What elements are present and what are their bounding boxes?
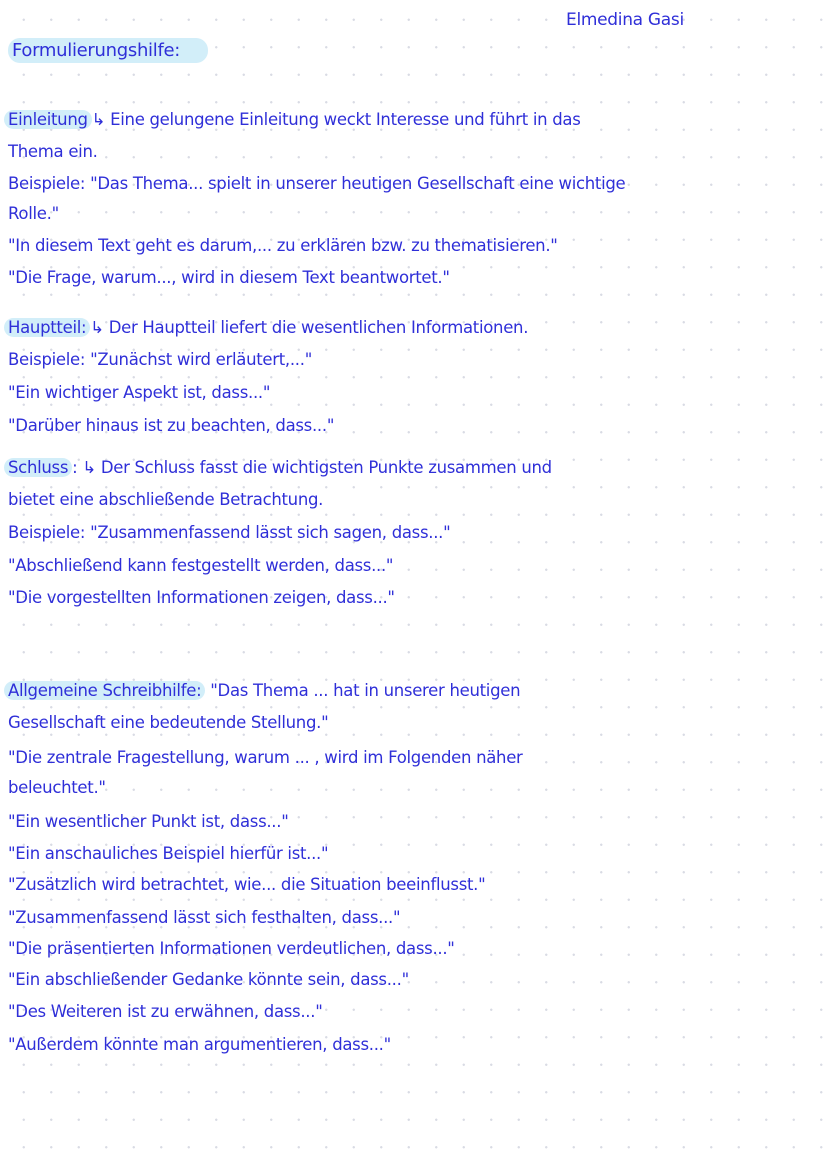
schreibhilfe-line-2: Gesellschaft eine bedeutende Stellung." [8,713,329,732]
schluss-line-1 [8,458,552,477]
page-title-text: Formulierungshilfe: [8,38,208,63]
einleitung-text: ↳ Eine gelungene Einleitung weckt Interesse und führt in das [91,110,581,129]
schluss-line-2: bietet eine abschließende Betrachtung. [8,490,324,509]
schreibhilfe-text: "Das Thema ... hat in unserer heutigen [205,681,521,700]
schreibhilfe-line-12: "Außerdem könnte man argumentieren, dass..." [8,1035,391,1054]
section-heading-einleitung: Einleitung [4,110,92,129]
hauptteil-text: ↳ Der Hauptteil liefert die wesentlichen Informationen. [90,318,529,337]
schreibhilfe-line-11: "Des Weiteren ist zu erwähnen, dass..." [8,1002,323,1021]
einleitung-line-6: "Die Frage, warum..., wird in diesem Text beantwortet." [8,268,450,287]
schluss-line-3: Beispiele: "Zusammenfassend lässt sich sagen, dass..." [8,523,451,542]
schreibhilfe-line-6: "Ein anschauliches Beispiel hierfür ist..." [8,844,329,863]
einleitung-line-4: Rolle." [8,204,59,223]
schreibhilfe-line-1 [8,681,520,700]
schreibhilfe-line-3: "Die zentrale Fragestellung, warum ... , wird im Folgenden näher [8,748,523,767]
hauptteil-line-4: "Darüber hinaus ist zu beachten, dass..." [8,416,335,435]
schluss-line-4: "Abschließend kann festgestellt werden, dass..." [8,556,394,575]
schreibhilfe-line-9: "Die präsentierten Informationen verdeutlichen, dass..." [8,939,455,958]
einleitung-line-5: "In diesem Text geht es darum,... zu erklären bzw. zu thematisieren." [8,236,558,255]
einleitung-line-3: Beispiele: "Das Thema... spielt in unserer heutigen Gesellschaft eine wichtige [8,174,626,193]
hauptteil-line-1 [8,318,528,337]
einleitung-line-1 [8,110,581,129]
section-heading-schluss: Schluss [4,458,72,477]
einleitung-line-2: Thema ein. [8,142,98,161]
author-name: Elmedina Gasi [566,10,684,30]
schreibhilfe-line-5: "Ein wesentlicher Punkt ist, dass..." [8,812,289,831]
section-heading-hauptteil: Hauptteil: [4,318,90,337]
schreibhilfe-line-10: "Ein abschließender Gedanke könnte sein, dass..." [8,970,409,989]
hauptteil-line-3: "Ein wichtiger Aspekt ist, dass..." [8,383,271,402]
page-title [8,40,208,61]
schreibhilfe-line-4: beleuchtet." [8,778,106,797]
schreibhilfe-line-7: "Zusätzlich wird betrachtet, wie... die Situation beeinflusst." [8,875,486,894]
schreibhilfe-line-8: "Zusammenfassend lässt sich festhalten, dass..." [8,908,401,927]
schluss-line-5: "Die vorgestellten Informationen zeigen, dass..." [8,588,395,607]
schluss-text: : ↳ Der Schluss fasst die wichtigsten Punkte zusammen und [72,458,552,477]
section-heading-schreibhilfe: Allgemeine Schreibhilfe: [4,681,205,700]
hauptteil-line-2: Beispiele: "Zunächst wird erläutert,..." [8,350,312,369]
